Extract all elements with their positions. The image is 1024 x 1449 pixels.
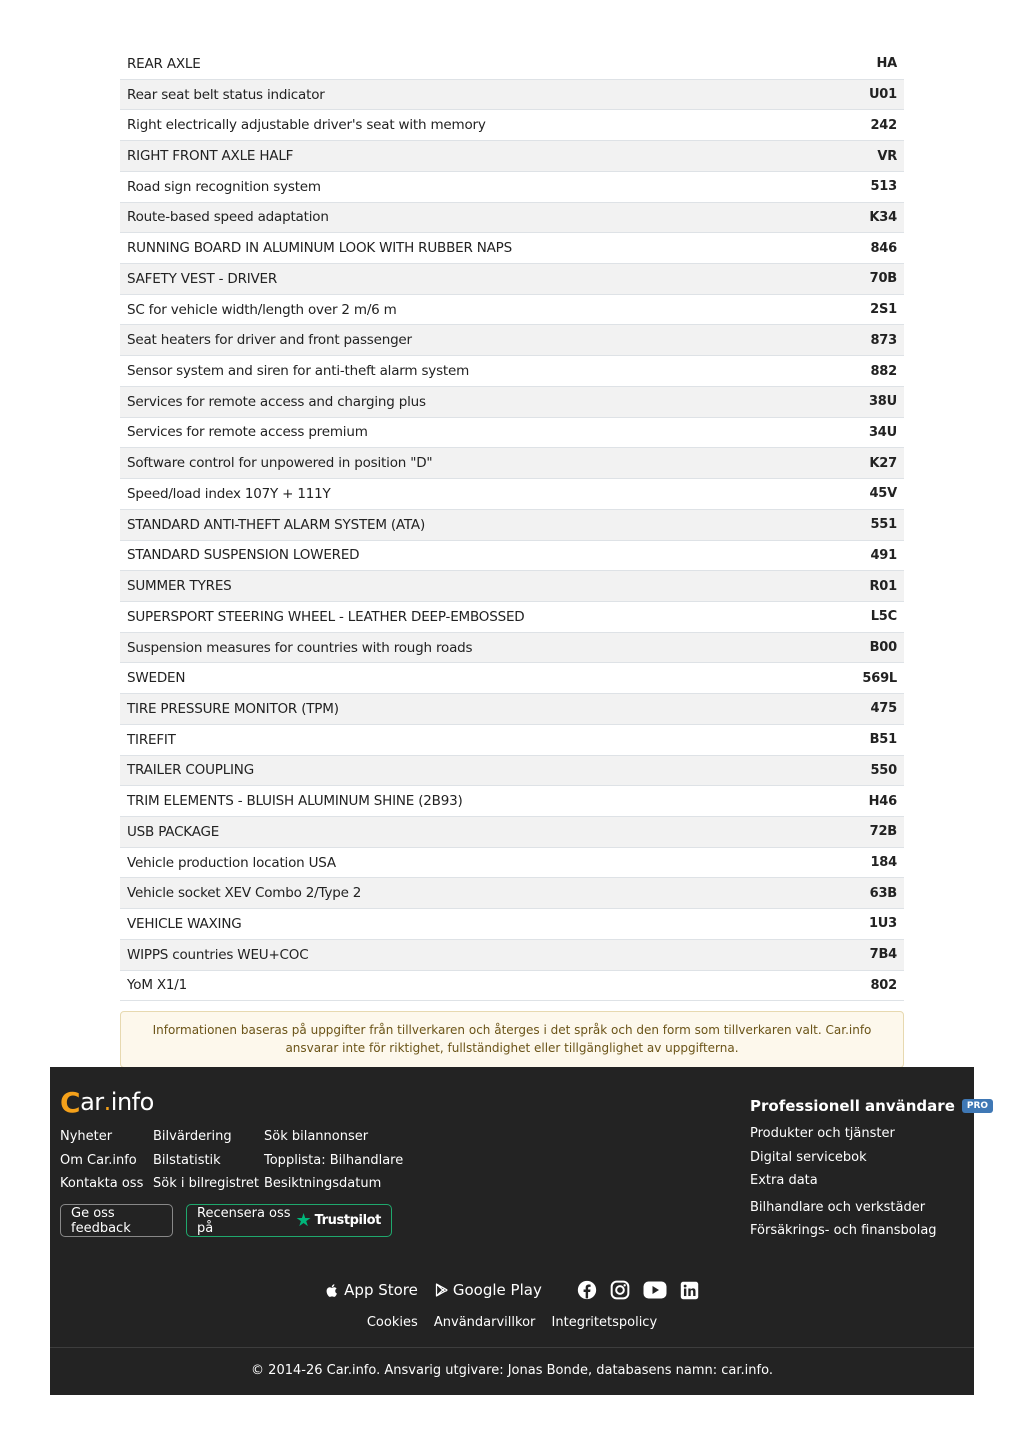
option-label: SAFETY VEST - DRIVER	[127, 270, 278, 287]
table-row	[120, 725, 904, 756]
option-label: WIPPS countries WEU+COC	[127, 946, 309, 963]
option-label: Right electrically adjustable driver's seat with memory	[127, 117, 486, 134]
apple-icon	[325, 1282, 340, 1299]
footer-link-bilstatistik[interactable]: Bilstatistik	[153, 1152, 221, 1168]
option-code: B51	[869, 732, 897, 748]
option-label: TIRE PRESSURE MONITOR (TPM)	[127, 700, 339, 717]
instagram-icon[interactable]	[610, 1280, 630, 1300]
option-code: 242	[870, 117, 897, 133]
option-code: 513	[870, 179, 897, 195]
option-code: 846	[870, 240, 897, 256]
pro-link-servicebok[interactable]: Digital servicebok	[750, 1149, 867, 1165]
option-code: 45V	[869, 486, 897, 502]
footer-link-sok-bilannonser[interactable]: Sök bilannonser	[264, 1129, 369, 1144]
option-label: RIGHT FRONT AXLE HALF	[127, 148, 294, 165]
table-row	[120, 448, 904, 479]
option-code: H46	[868, 793, 897, 809]
trustpilot-star-icon: ★	[295, 1210, 312, 1231]
table-row	[120, 110, 904, 141]
table-row	[120, 756, 904, 787]
table-row	[120, 418, 904, 449]
option-label: YoM X1/1	[127, 977, 188, 994]
option-code: K27	[869, 455, 897, 471]
option-code: 1U3	[868, 916, 897, 932]
footer-link-topplista[interactable]: Topplista: Bilhandlare	[264, 1152, 404, 1168]
table-row	[120, 663, 904, 694]
pro-title-text: Professionell användare	[750, 1097, 955, 1115]
option-label: TIREFIT	[127, 731, 176, 748]
table-row	[120, 141, 904, 172]
car-info-logo[interactable]	[60, 1087, 154, 1117]
cookies-link[interactable]: Cookies	[366, 1315, 418, 1330]
option-code: 63B	[869, 885, 897, 901]
table-row	[120, 295, 904, 326]
linkedin-icon[interactable]	[680, 1281, 699, 1300]
table-row	[120, 479, 904, 510]
table-row	[120, 817, 904, 848]
table-row	[120, 909, 904, 940]
option-label: Route-based speed adaptation	[127, 209, 329, 226]
option-code: R01	[869, 578, 897, 594]
option-code: 873	[870, 332, 897, 348]
option-code: 70B	[869, 271, 897, 287]
footer-link-besiktningsdatum[interactable]: Besiktningsdatum	[264, 1176, 382, 1191]
footer-links-col2	[153, 1125, 259, 1196]
option-code: 882	[870, 363, 897, 379]
youtube-icon[interactable]	[643, 1281, 667, 1299]
option-label: SUMMER TYRES	[127, 578, 232, 595]
footer-link-bilvardering[interactable]: Bilvärdering	[153, 1129, 232, 1144]
option-label: SC for vehicle width/length over 2 m/6 m	[127, 301, 397, 318]
google-play-label: Google Play	[452, 1281, 542, 1299]
pro-link-forsakring[interactable]: Försäkrings- och finansbolag	[750, 1223, 937, 1238]
option-label: Services for remote access premium	[127, 424, 368, 441]
option-label: Road sign recognition system	[127, 178, 321, 195]
table-row	[120, 602, 904, 633]
option-label: VEHICLE WAXING	[127, 915, 242, 932]
option-code: 551	[870, 517, 897, 533]
option-label: TRAILER COUPLING	[127, 762, 254, 779]
option-code: 38U	[868, 394, 897, 410]
table-row	[120, 878, 904, 909]
option-label: Sensor system and siren for anti-theft alarm system	[127, 363, 470, 380]
site-footer	[50, 1067, 989, 1395]
trustpilot-wordmark: Trustpilot	[314, 1213, 381, 1228]
option-code: 7B4	[869, 947, 897, 963]
option-label: USB PACKAGE	[127, 823, 220, 840]
footer-links-col3	[264, 1125, 403, 1196]
option-label: Rear seat belt status indicator	[127, 86, 325, 103]
pro-link-bilhandlare[interactable]: Bilhandlare och verkstäder	[750, 1199, 926, 1215]
option-code: VR	[877, 148, 897, 164]
trustpilot-review-button[interactable]	[186, 1204, 392, 1237]
option-label: STANDARD SUSPENSION LOWERED	[127, 547, 360, 564]
option-code: 569L	[862, 670, 897, 686]
app-store-row	[50, 1277, 974, 1303]
logo-dot: .	[103, 1088, 111, 1116]
option-code: L5C	[870, 609, 897, 625]
table-row	[120, 172, 904, 203]
review-button-label: Recensera oss på	[197, 1205, 291, 1236]
table-row	[120, 694, 904, 725]
option-label: Vehicle production location USA	[127, 854, 336, 871]
option-label: Speed/load index 107Y + 111Y	[127, 485, 331, 502]
pro-badge: PRO	[962, 1099, 993, 1113]
table-row	[120, 541, 904, 572]
google-play-icon	[434, 1282, 449, 1298]
option-label: STANDARD ANTI-THEFT ALARM SYSTEM (ATA)	[127, 516, 426, 533]
option-code: 475	[870, 701, 897, 717]
table-row	[120, 848, 904, 879]
footer-link-om-carinfo[interactable]: Om Car.info	[60, 1152, 137, 1168]
table-row	[120, 510, 904, 541]
social-links	[564, 1280, 699, 1300]
table-row	[120, 633, 904, 664]
table-row	[120, 387, 904, 418]
footer-link-kontakta[interactable]: Kontakta oss	[60, 1176, 144, 1191]
footer-link-nyheter[interactable]: Nyheter	[60, 1129, 113, 1144]
option-code: B00	[869, 640, 897, 656]
option-code: 802	[870, 977, 897, 993]
option-code: 550	[870, 762, 897, 778]
equipment-table	[120, 49, 904, 1001]
option-label: Vehicle socket XEV Combo 2/Type 2	[127, 885, 362, 902]
option-label: Software control for unpowered in position "D"	[127, 455, 433, 472]
table-row	[120, 80, 904, 111]
google-play-link[interactable]	[434, 1281, 542, 1299]
table-row	[120, 356, 904, 387]
option-code: 72B	[869, 824, 897, 840]
pro-user-heading	[750, 1097, 993, 1115]
option-label: RUNNING BOARD IN ALUMINUM LOOK WITH RUBBER NAPS	[127, 240, 512, 257]
option-label: TRIM ELEMENTS - BLUISH ALUMINUM SHINE (2B93)	[127, 793, 463, 810]
option-code: U01	[868, 87, 897, 103]
disclaimer-notice: Informationen baseras på uppgifter från tillverkaren och återges i det språk och den form som tillverkaren valt. Car.info ansvarar inte för riktighet, fullständighet eller tillgänglighet av uppgifterna.	[120, 1011, 904, 1068]
table-row	[120, 940, 904, 971]
table-row	[120, 571, 904, 602]
feedback-button[interactable]	[60, 1204, 173, 1237]
pro-links	[750, 1122, 937, 1243]
copyright-text: © 2014-26 Car.info. Ansvarig utgivare: Jonas Bonde, databasens namn: car.info.	[251, 1363, 773, 1378]
facebook-icon[interactable]	[577, 1280, 597, 1300]
terms-link[interactable]: Användarvillkor	[433, 1315, 536, 1330]
option-label: Services for remote access and charging plus	[127, 393, 426, 410]
option-label: Suspension measures for countries with rough roads	[127, 639, 473, 656]
option-code: K34	[869, 209, 897, 225]
table-row	[120, 786, 904, 817]
option-label: Seat heaters for driver and front passenger	[127, 332, 412, 349]
option-code: 491	[870, 547, 897, 563]
table-row	[120, 325, 904, 356]
option-code: HA	[876, 56, 897, 72]
pro-link-produkter[interactable]: Produkter och tjänster	[750, 1126, 895, 1141]
option-code: 2S1	[870, 302, 897, 318]
table-row	[120, 233, 904, 264]
option-code: 184	[870, 855, 897, 871]
option-code: 34U	[868, 424, 897, 440]
logo-mark: C	[60, 1085, 81, 1119]
option-label: REAR AXLE	[127, 55, 201, 72]
table-row	[120, 203, 904, 234]
footer-links-col1	[60, 1125, 143, 1196]
logo-tail: info	[110, 1088, 154, 1116]
logo-text: ar	[80, 1088, 104, 1116]
app-store-link[interactable]	[325, 1281, 418, 1299]
footer-divider	[50, 1347, 974, 1348]
option-label: SWEDEN	[127, 670, 186, 687]
option-label: SUPERSPORT STEERING WHEEL - LEATHER DEEP-EMBOSSED	[127, 608, 525, 625]
table-row	[120, 264, 904, 295]
table-row	[120, 49, 904, 80]
table-row	[120, 971, 904, 1002]
pro-link-extra-data[interactable]: Extra data	[750, 1173, 818, 1188]
legal-links	[50, 1315, 974, 1330]
app-store-label: App Store	[344, 1281, 418, 1299]
privacy-link[interactable]: Integritetspolicy	[551, 1315, 658, 1330]
footer-link-sok-bilregistret[interactable]: Sök i bilregistret	[153, 1176, 260, 1191]
feedback-button-label: Ge oss feedback	[71, 1205, 131, 1236]
